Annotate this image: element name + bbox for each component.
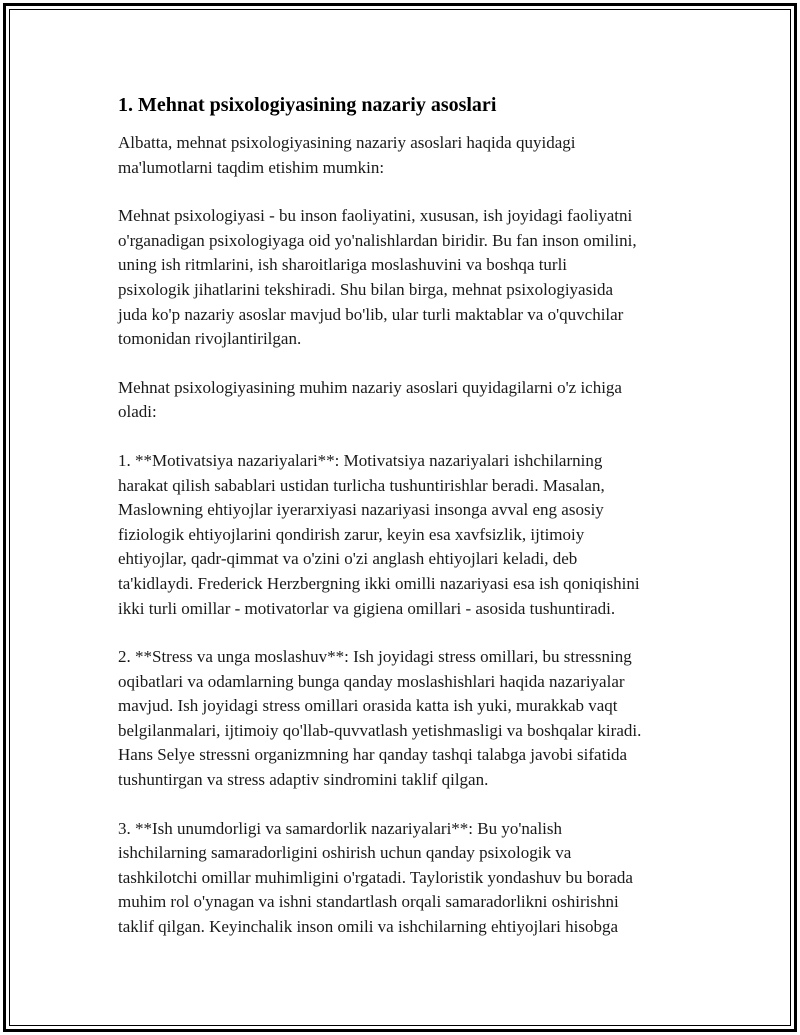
document-body	[118, 92, 688, 964]
list-item-stress: 2. **Stress va unga moslashuv**: Ish joyidagi stress omillari, bu stressning oqibatlari va odamlarning bunga qanday moslashishlari haqida nazariyalar mavjud. Ish joyidagi stress omillari orasida katta ish yuki, murakkab vaqt belgilanmalari, ijtimoiy qo'llab-quvvatlash yetishmasligi va boshqalar kiradi. Hans Selye stressni organizmning har qanday tashqi talabga javobi sifatida tushuntirgan va stress adaptiv sindromini taklif qilgan.	[118, 647, 642, 790]
intro-paragraph: Albatta, mehnat psixologiyasining nazariy asoslari haqida quyidagi ma'lumotlarni taqdim etishim mumkin:	[118, 133, 576, 177]
section-heading: 1. Mehnat psixologiyasining nazariy asoslari	[118, 94, 497, 116]
list-intro-paragraph: Mehnat psixologiyasining muhim nazariy asoslari quyidagilarni o'z ichiga oladi:	[118, 377, 622, 422]
list-item-productivity: 3. **Ish unumdorligi va samardorlik nazariyalari**: Bu yo'nalish ishchilarning samaradorligini oshirish uchun qanday psixologik va tashkilotchi omillar muhimligini o'rgatadi. Tayloristik yondashuv bu borada muhim rol o'ynagan va ishni standartlash orqali samaradorlikni oshirishni taklif qilgan. Keyinchalik inson omili va ishchilarning ehtiyojlari hisobga	[118, 818, 633, 937]
list-item-motivation: 1. **Motivatsiya nazariyalari**: Motivatsiya nazariyalari ishchilarning harakat qilish sabablari ustidan turlicha tushuntirishlar beradi. Masalan, Maslowning ehtiyojlar iyerarxiyasi nazariyasi insonga avval eng asosiy fiziologik ehtiyojlarini qondirish zarur, keyin esa xavfsizlik, ijtimoiy ehtiyojlar, qadr-qimmat va o'zini o'zi anglash ehtiyojlari keladi, deb ta'kidlaydi. Frederick Herzbergning ikki omilli nazariyasi esa ish qoniqishini ikki turli omillar - motivatorlar va gigiena omillari - asosida tushuntiradi.	[118, 450, 640, 618]
definition-paragraph: Mehnat psixologiyasi - bu inson faoliyatini, xususan, ish joyidagi faoliyatni o'rganadigan psixologiyaga oid yo'nalishlardan biridir. Bu fan inson omilini, uning ish ritmlarini, ish sharoitlariga moslashuvini va boshqa turli psixologik jihatlarini tekshiradi. Shu bilan birga, mehnat psixologiyasida juda ko'p nazariy asoslar mavjud bo'lib, ular turli maktablar va o'quvchilar tomonidan rivojlantirilgan.	[118, 206, 637, 349]
